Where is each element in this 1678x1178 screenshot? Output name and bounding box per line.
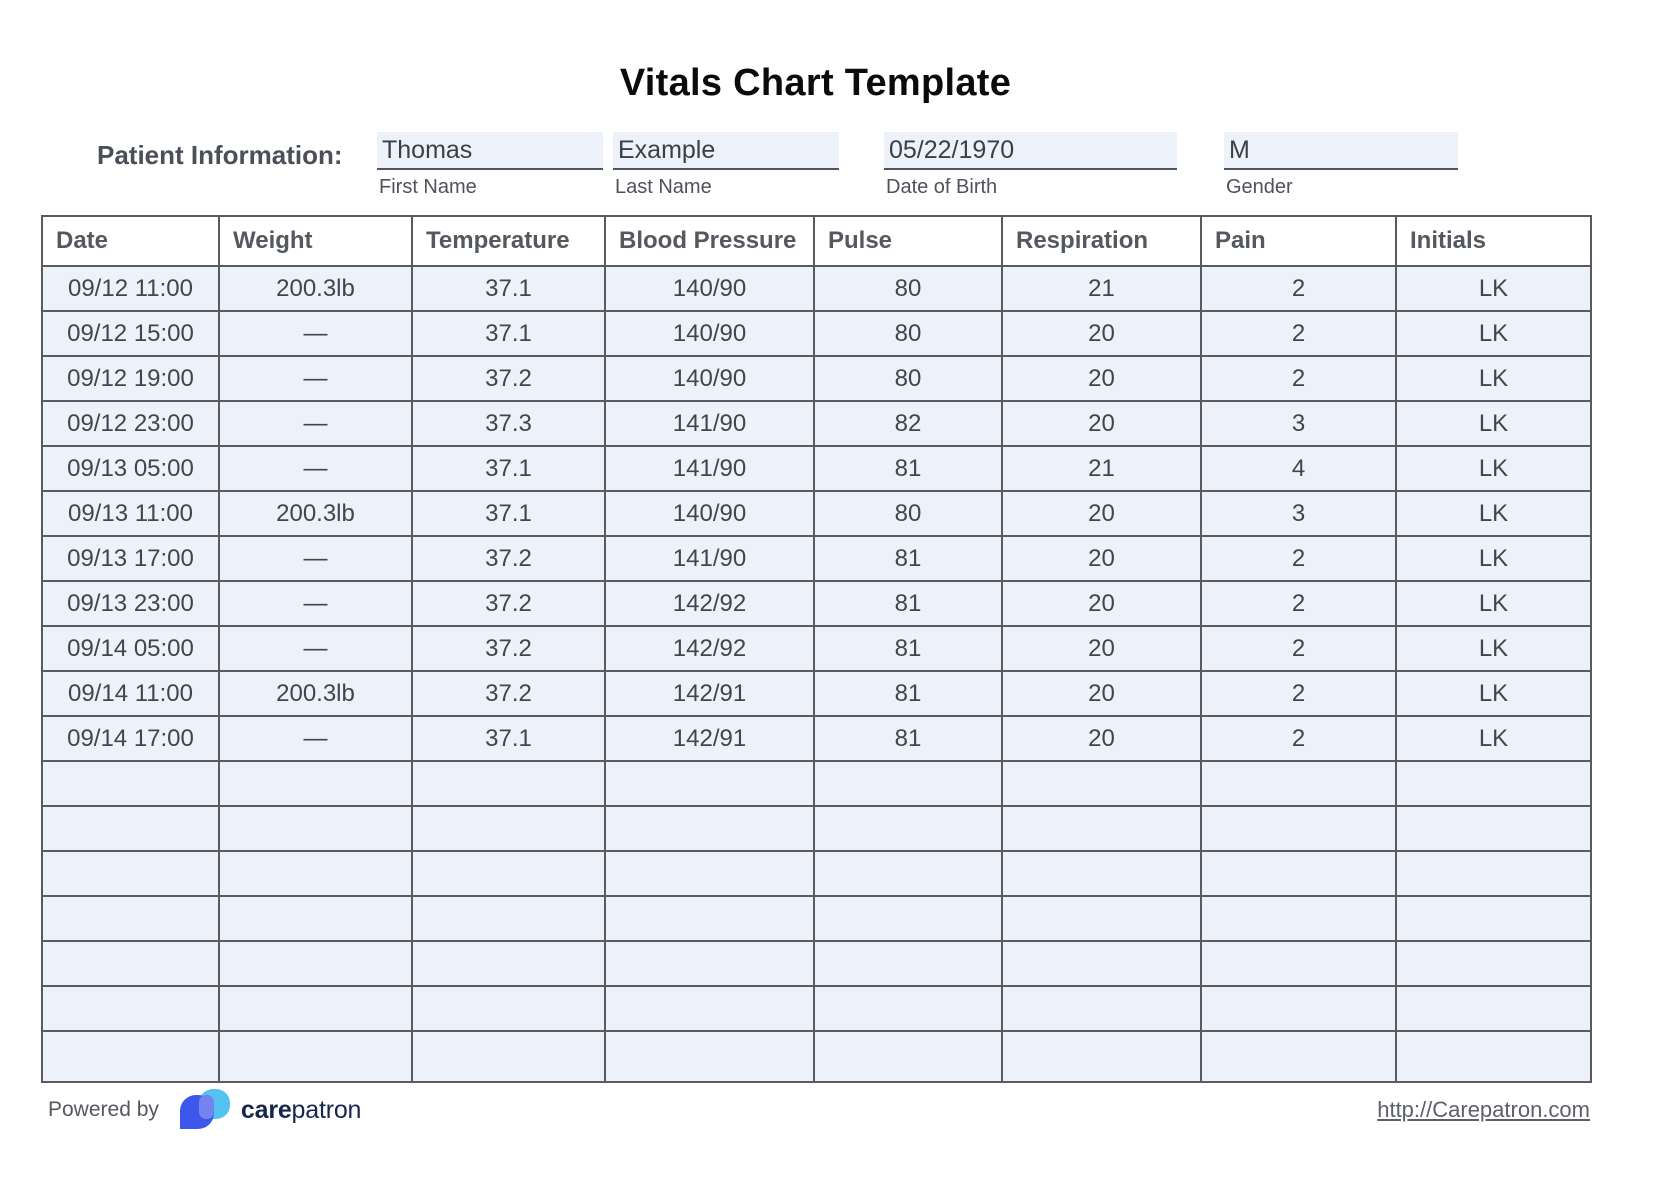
pain-cell[interactable]: 2 (1201, 536, 1396, 581)
date-cell[interactable]: 09/14 05:00 (42, 626, 219, 671)
vitals-table (41, 215, 1592, 1083)
pain-cell[interactable]: 2 (1201, 716, 1396, 761)
empty-initials-cell[interactable] (1396, 851, 1591, 896)
patient-information-label: Patient Information: (97, 140, 343, 170)
respiration-cell[interactable]: 20 (1002, 716, 1201, 761)
carepatron-wordmark (241, 1096, 361, 1125)
date-cell[interactable]: 09/14 11:00 (42, 671, 219, 716)
gender-input[interactable]: M (1224, 132, 1458, 170)
initials-cell[interactable]: LK (1396, 401, 1591, 446)
pulse-cell[interactable]: 81 (814, 626, 1002, 671)
empty-pulse-cell[interactable] (814, 941, 1002, 986)
temperature-cell[interactable]: 37.2 (412, 626, 605, 671)
weight-cell[interactable]: — (219, 356, 412, 401)
empty-pulse-cell[interactable] (814, 761, 1002, 806)
table-row (42, 446, 1591, 491)
pulse-cell[interactable]: 81 (814, 671, 1002, 716)
empty-blood-pressure-cell[interactable] (605, 941, 814, 986)
temperature-cell[interactable]: 37.2 (412, 581, 605, 626)
initials-cell[interactable]: LK (1396, 311, 1591, 356)
weight-cell[interactable]: 200.3lb (219, 671, 412, 716)
pain-cell[interactable]: 2 (1201, 671, 1396, 716)
empty-table-row (42, 896, 1591, 941)
column-header-pain: Pain (1201, 216, 1396, 266)
temperature-cell[interactable]: 37.1 (412, 266, 605, 311)
date-of-birth-field-group (884, 132, 1177, 199)
initials-cell[interactable]: LK (1396, 266, 1591, 311)
temperature-cell[interactable]: 37.3 (412, 401, 605, 446)
column-header-blood-pressure: Blood Pressure (605, 216, 814, 266)
date-cell[interactable]: 09/13 05:00 (42, 446, 219, 491)
initials-cell[interactable]: LK (1396, 446, 1591, 491)
empty-initials-cell[interactable] (1396, 1031, 1591, 1082)
weight-cell[interactable]: — (219, 716, 412, 761)
blood-pressure-cell[interactable]: 140/90 (605, 311, 814, 356)
empty-weight-cell[interactable] (219, 851, 412, 896)
pulse-cell[interactable]: 80 (814, 266, 1002, 311)
date-cell[interactable]: 09/13 17:00 (42, 536, 219, 581)
weight-cell[interactable]: — (219, 581, 412, 626)
empty-table-row (42, 851, 1591, 896)
pulse-cell[interactable]: 81 (814, 446, 1002, 491)
empty-initials-cell[interactable] (1396, 941, 1591, 986)
empty-pain-cell[interactable] (1201, 986, 1396, 1031)
pain-cell[interactable]: 2 (1201, 266, 1396, 311)
empty-date-cell[interactable] (42, 941, 219, 986)
empty-blood-pressure-cell[interactable] (605, 1031, 814, 1082)
blood-pressure-cell[interactable]: 142/92 (605, 626, 814, 671)
temperature-cell[interactable]: 37.2 (412, 356, 605, 401)
table-row (42, 266, 1591, 311)
empty-respiration-cell[interactable] (1002, 806, 1201, 851)
weight-cell[interactable]: — (219, 446, 412, 491)
table-row (42, 491, 1591, 536)
empty-temperature-cell[interactable] (412, 761, 605, 806)
table-row (42, 716, 1591, 761)
date-of-birth-input[interactable]: 05/22/1970 (884, 132, 1177, 170)
respiration-cell[interactable]: 20 (1002, 311, 1201, 356)
last-name-field-group (613, 132, 839, 199)
empty-temperature-cell[interactable] (412, 986, 605, 1031)
column-header-date: Date (42, 216, 219, 266)
pain-cell[interactable]: 2 (1201, 581, 1396, 626)
carepatron-wordmark-patron: patron (291, 1095, 362, 1124)
carepatron-wordmark-care: care (240, 1095, 292, 1124)
weight-cell[interactable]: 200.3lb (219, 491, 412, 536)
pain-cell[interactable]: 2 (1201, 626, 1396, 671)
table-row (42, 536, 1591, 581)
empty-weight-cell[interactable] (219, 806, 412, 851)
respiration-cell[interactable]: 21 (1002, 446, 1201, 491)
empty-table-row (42, 761, 1591, 806)
empty-blood-pressure-cell[interactable] (605, 761, 814, 806)
first-name-input[interactable]: Thomas (377, 132, 603, 170)
column-header-pulse: Pulse (814, 216, 1002, 266)
pain-cell[interactable]: 4 (1201, 446, 1396, 491)
carepatron-link[interactable]: http://Carepatron.com (1377, 1097, 1590, 1122)
column-header-respiration: Respiration (1002, 216, 1201, 266)
pulse-cell[interactable]: 81 (814, 716, 1002, 761)
initials-cell[interactable]: LK (1396, 491, 1591, 536)
respiration-cell[interactable]: 20 (1002, 491, 1201, 536)
initials-cell[interactable]: LK (1396, 581, 1591, 626)
empty-temperature-cell[interactable] (412, 1031, 605, 1082)
table-row (42, 401, 1591, 446)
empty-respiration-cell[interactable] (1002, 986, 1201, 1031)
date-cell[interactable]: 09/14 17:00 (42, 716, 219, 761)
weight-cell[interactable]: — (219, 401, 412, 446)
empty-date-cell[interactable] (42, 851, 219, 896)
respiration-cell[interactable]: 20 (1002, 536, 1201, 581)
last-name-label: Last Name (615, 176, 712, 198)
empty-table-row (42, 1031, 1591, 1082)
empty-date-cell[interactable] (42, 1031, 219, 1082)
empty-pulse-cell[interactable] (814, 1031, 1002, 1082)
date-cell[interactable]: 09/12 15:00 (42, 311, 219, 356)
empty-blood-pressure-cell[interactable] (605, 806, 814, 851)
pain-cell[interactable]: 2 (1201, 311, 1396, 356)
empty-date-cell[interactable] (42, 896, 219, 941)
respiration-cell[interactable]: 20 (1002, 401, 1201, 446)
empty-initials-cell[interactable] (1396, 806, 1591, 851)
page-title: Vitals Chart Template (619, 62, 1012, 104)
initials-cell[interactable]: LK (1396, 626, 1591, 671)
respiration-cell[interactable]: 21 (1002, 266, 1201, 311)
gender-field-group (1224, 132, 1458, 199)
empty-pain-cell[interactable] (1201, 806, 1396, 851)
empty-initials-cell[interactable] (1396, 986, 1591, 1031)
blood-pressure-cell[interactable]: 141/90 (605, 446, 814, 491)
empty-weight-cell[interactable] (219, 941, 412, 986)
empty-temperature-cell[interactable] (412, 941, 605, 986)
pain-cell[interactable]: 2 (1201, 356, 1396, 401)
respiration-cell[interactable]: 20 (1002, 581, 1201, 626)
date-cell[interactable]: 09/13 11:00 (42, 491, 219, 536)
date-cell[interactable]: 09/12 19:00 (42, 356, 219, 401)
temperature-cell[interactable]: 37.1 (412, 491, 605, 536)
blood-pressure-cell[interactable]: 142/91 (605, 716, 814, 761)
empty-weight-cell[interactable] (219, 986, 412, 1031)
empty-pain-cell[interactable] (1201, 851, 1396, 896)
empty-initials-cell[interactable] (1396, 761, 1591, 806)
table-row (42, 356, 1591, 401)
empty-temperature-cell[interactable] (412, 896, 605, 941)
pulse-cell[interactable]: 80 (814, 311, 1002, 356)
last-name-input[interactable]: Example (613, 132, 839, 170)
first-name-label: First Name (379, 176, 477, 198)
weight-cell[interactable]: — (219, 626, 412, 671)
blood-pressure-cell[interactable]: 140/90 (605, 356, 814, 401)
empty-weight-cell[interactable] (219, 761, 412, 806)
empty-initials-cell[interactable] (1396, 896, 1591, 941)
temperature-cell[interactable]: 37.2 (412, 671, 605, 716)
temperature-cell[interactable]: 37.1 (412, 446, 605, 491)
pulse-cell[interactable]: 80 (814, 356, 1002, 401)
column-header-weight: Weight (219, 216, 412, 266)
empty-blood-pressure-cell[interactable] (605, 896, 814, 941)
gender-label: Gender (1226, 176, 1293, 198)
empty-pain-cell[interactable] (1201, 896, 1396, 941)
first-name-field-group (377, 132, 603, 199)
footer-powered-by (48, 1089, 361, 1131)
weight-cell[interactable]: — (219, 536, 412, 581)
temperature-cell[interactable]: 37.2 (412, 536, 605, 581)
date-cell[interactable]: 09/12 11:00 (42, 266, 219, 311)
table-row (42, 626, 1591, 671)
empty-table-row (42, 806, 1591, 851)
column-header-initials: Initials (1396, 216, 1591, 266)
weight-cell[interactable]: 200.3lb (219, 266, 412, 311)
empty-pain-cell[interactable] (1201, 941, 1396, 986)
empty-weight-cell[interactable] (219, 896, 412, 941)
empty-date-cell[interactable] (42, 986, 219, 1031)
empty-respiration-cell[interactable] (1002, 851, 1201, 896)
empty-respiration-cell[interactable] (1002, 1031, 1201, 1082)
initials-cell[interactable]: LK (1396, 356, 1591, 401)
initials-cell[interactable]: LK (1396, 671, 1591, 716)
table-header-row (42, 216, 1591, 266)
empty-table-row (42, 986, 1591, 1031)
powered-by-label: Powered by (48, 1098, 159, 1121)
blood-pressure-cell[interactable]: 141/90 (605, 401, 814, 446)
temperature-cell[interactable]: 37.1 (412, 311, 605, 356)
blood-pressure-cell[interactable]: 140/90 (605, 266, 814, 311)
table-row (42, 311, 1591, 356)
date-of-birth-label: Date of Birth (886, 176, 998, 198)
respiration-cell[interactable]: 20 (1002, 356, 1201, 401)
empty-blood-pressure-cell[interactable] (605, 986, 814, 1031)
empty-table-row (42, 941, 1591, 986)
temperature-cell[interactable]: 37.1 (412, 716, 605, 761)
empty-weight-cell[interactable] (219, 1031, 412, 1082)
initials-cell[interactable]: LK (1396, 716, 1591, 761)
empty-blood-pressure-cell[interactable] (605, 851, 814, 896)
blood-pressure-cell[interactable]: 142/91 (605, 671, 814, 716)
column-header-temperature: Temperature (412, 216, 605, 266)
pain-cell[interactable]: 3 (1201, 401, 1396, 446)
empty-pulse-cell[interactable] (814, 806, 1002, 851)
pulse-cell[interactable]: 80 (814, 491, 1002, 536)
pulse-cell[interactable]: 81 (814, 581, 1002, 626)
blood-pressure-cell[interactable]: 142/92 (605, 581, 814, 626)
empty-pain-cell[interactable] (1201, 1031, 1396, 1082)
table-row (42, 581, 1591, 626)
empty-pulse-cell[interactable] (814, 986, 1002, 1031)
respiration-cell[interactable]: 20 (1002, 671, 1201, 716)
empty-pulse-cell[interactable] (814, 851, 1002, 896)
empty-respiration-cell[interactable] (1002, 896, 1201, 941)
initials-cell[interactable]: LK (1396, 536, 1591, 581)
pulse-cell[interactable]: 82 (814, 401, 1002, 446)
empty-temperature-cell[interactable] (412, 851, 605, 896)
respiration-cell[interactable]: 20 (1002, 626, 1201, 671)
pain-cell[interactable]: 3 (1201, 491, 1396, 536)
empty-temperature-cell[interactable] (412, 806, 605, 851)
pulse-cell[interactable]: 81 (814, 536, 1002, 581)
blood-pressure-cell[interactable]: 141/90 (605, 536, 814, 581)
empty-pain-cell[interactable] (1201, 761, 1396, 806)
empty-date-cell[interactable] (42, 806, 219, 851)
weight-cell[interactable]: — (219, 311, 412, 356)
empty-date-cell[interactable] (42, 761, 219, 806)
table-row (42, 671, 1591, 716)
date-cell[interactable]: 09/13 23:00 (42, 581, 219, 626)
empty-pulse-cell[interactable] (814, 896, 1002, 941)
empty-respiration-cell[interactable] (1002, 941, 1201, 986)
carepatron-logo-icon (180, 1089, 230, 1131)
blood-pressure-cell[interactable]: 140/90 (605, 491, 814, 536)
date-cell[interactable]: 09/12 23:00 (42, 401, 219, 446)
empty-respiration-cell[interactable] (1002, 761, 1201, 806)
